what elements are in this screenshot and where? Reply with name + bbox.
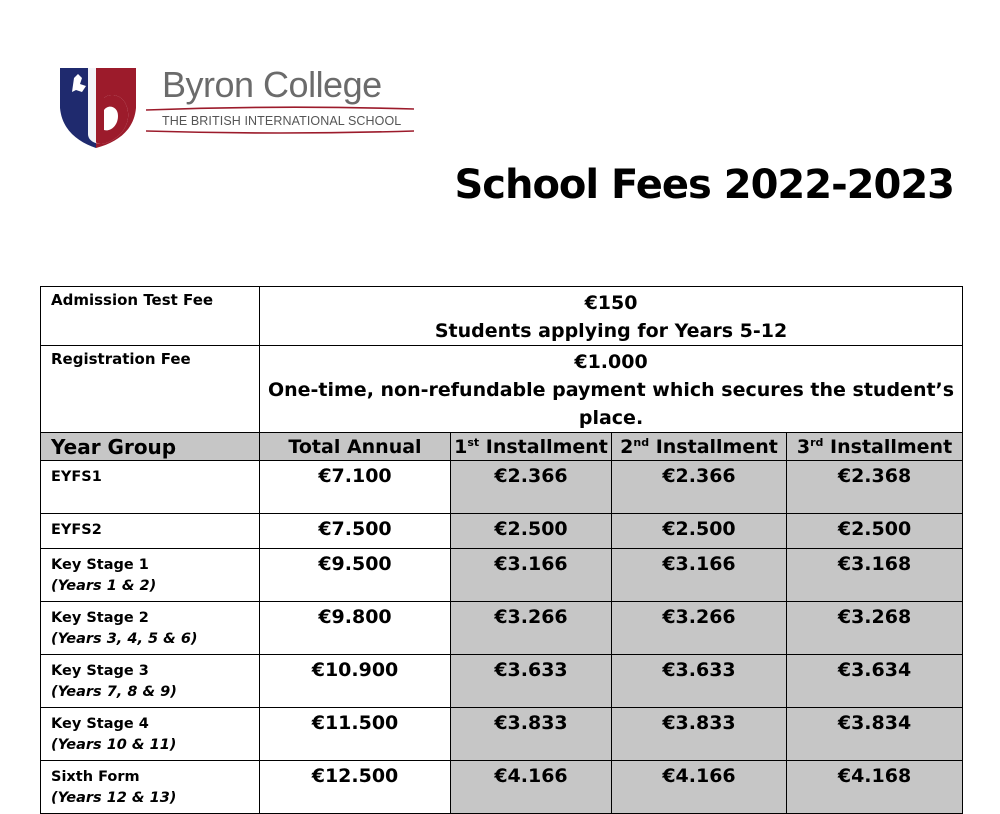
installment-2-cell: €3.266	[612, 602, 787, 655]
year-group-cell	[41, 514, 260, 549]
brand-rule-bottom	[146, 129, 414, 135]
inst2-text: Installment	[649, 435, 778, 458]
inst3-text: Installment	[823, 435, 953, 458]
installment-3-cell: €3.268	[787, 602, 963, 655]
year-group-years: (Years 3, 4, 5 & 6)	[51, 631, 198, 647]
year-group-name: Sixth Form	[51, 769, 140, 785]
col-header-installment-3	[787, 433, 963, 461]
col-header-installment-2	[612, 433, 787, 461]
year-group-name: Key Stage 3	[51, 663, 149, 679]
total-annual-cell: €7.500	[260, 514, 451, 549]
total-annual-cell: €7.100	[260, 461, 451, 514]
col-header-year-group: Year Group	[41, 433, 260, 461]
year-group-name: Key Stage 1	[51, 557, 149, 573]
year-group-cell	[41, 602, 260, 655]
year-group-name: EYFS2	[51, 522, 102, 538]
year-group-name: EYFS1	[51, 469, 102, 485]
table-header-row	[41, 433, 963, 461]
admission-fee-amount: €150	[584, 292, 638, 314]
registration-fee-value	[260, 346, 963, 433]
total-annual-cell: €12.500	[260, 761, 451, 814]
inst1-num: 1	[454, 435, 468, 458]
inst1-sup: st	[467, 435, 480, 449]
table-row	[41, 708, 963, 761]
admission-fee-value	[260, 287, 963, 346]
table-row	[41, 655, 963, 708]
installment-2-cell: €3.833	[612, 708, 787, 761]
inst1-text: Installment	[479, 435, 608, 458]
inst3-sup: rd	[810, 435, 824, 449]
admission-fee-row	[41, 287, 963, 346]
total-annual-cell: €9.800	[260, 602, 451, 655]
total-annual-cell: €10.900	[260, 655, 451, 708]
installment-1-cell: €2.366	[451, 461, 612, 514]
year-group-name: Key Stage 2	[51, 610, 149, 626]
year-group-cell	[41, 761, 260, 814]
logo	[58, 62, 418, 154]
installment-3-cell: €3.834	[787, 708, 963, 761]
registration-fee-row	[41, 346, 963, 433]
fees-table	[40, 286, 963, 814]
inst2-num: 2	[620, 435, 634, 458]
installment-2-cell: €2.366	[612, 461, 787, 514]
installment-3-cell: €4.168	[787, 761, 963, 814]
brand-rule-top	[146, 106, 414, 112]
year-group-name: Key Stage 4	[51, 716, 149, 732]
inst2-sup: nd	[633, 435, 650, 449]
table-row	[41, 461, 963, 514]
installment-2-cell: €3.166	[612, 549, 787, 602]
year-group-years: (Years 10 & 11)	[51, 737, 177, 753]
installment-3-cell: €3.168	[787, 549, 963, 602]
installment-3-cell: €3.634	[787, 655, 963, 708]
installment-2-cell: €4.166	[612, 761, 787, 814]
installment-1-cell: €3.833	[451, 708, 612, 761]
year-group-years: (Years 12 & 13)	[51, 790, 177, 806]
registration-fee-label: Registration Fee	[41, 346, 260, 433]
table-row	[41, 549, 963, 602]
installment-3-cell: €2.500	[787, 514, 963, 549]
installment-1-cell: €4.166	[451, 761, 612, 814]
col-header-total-annual: Total Annual	[260, 433, 451, 461]
installment-1-cell: €3.266	[451, 602, 612, 655]
brand-name: Byron College	[162, 64, 382, 105]
installment-1-cell: €3.633	[451, 655, 612, 708]
total-annual-cell: €9.500	[260, 549, 451, 602]
table-row	[41, 602, 963, 655]
page-title: School Fees 2022-2023	[454, 162, 954, 208]
table-row	[41, 761, 963, 814]
inst3-num: 3	[796, 435, 811, 458]
total-annual-cell: €11.500	[260, 708, 451, 761]
registration-fee-amount: €1.000	[574, 351, 648, 373]
table-row	[41, 514, 963, 549]
year-group-cell	[41, 549, 260, 602]
col-header-installment-1	[451, 433, 612, 461]
byron-b-shield-icon	[58, 64, 138, 150]
admission-fee-label: Admission Test Fee	[41, 287, 260, 346]
installment-2-cell: €2.500	[612, 514, 787, 549]
year-group-years: (Years 7, 8 & 9)	[51, 684, 177, 700]
installment-3-cell: €2.368	[787, 461, 963, 514]
brand-tagline: THE BRITISH INTERNATIONAL SCHOOL	[162, 114, 402, 128]
year-group-cell	[41, 461, 260, 514]
admission-fee-note: Students applying for Years 5-12	[434, 320, 788, 342]
year-group-cell	[41, 655, 260, 708]
registration-fee-note: One-time, non-refundable payment which secures the student’s place.	[267, 379, 955, 429]
installment-1-cell: €2.500	[451, 514, 612, 549]
installment-1-cell: €3.166	[451, 549, 612, 602]
year-group-cell	[41, 708, 260, 761]
installment-2-cell: €3.633	[612, 655, 787, 708]
year-group-years: (Years 1 & 2)	[51, 578, 157, 594]
